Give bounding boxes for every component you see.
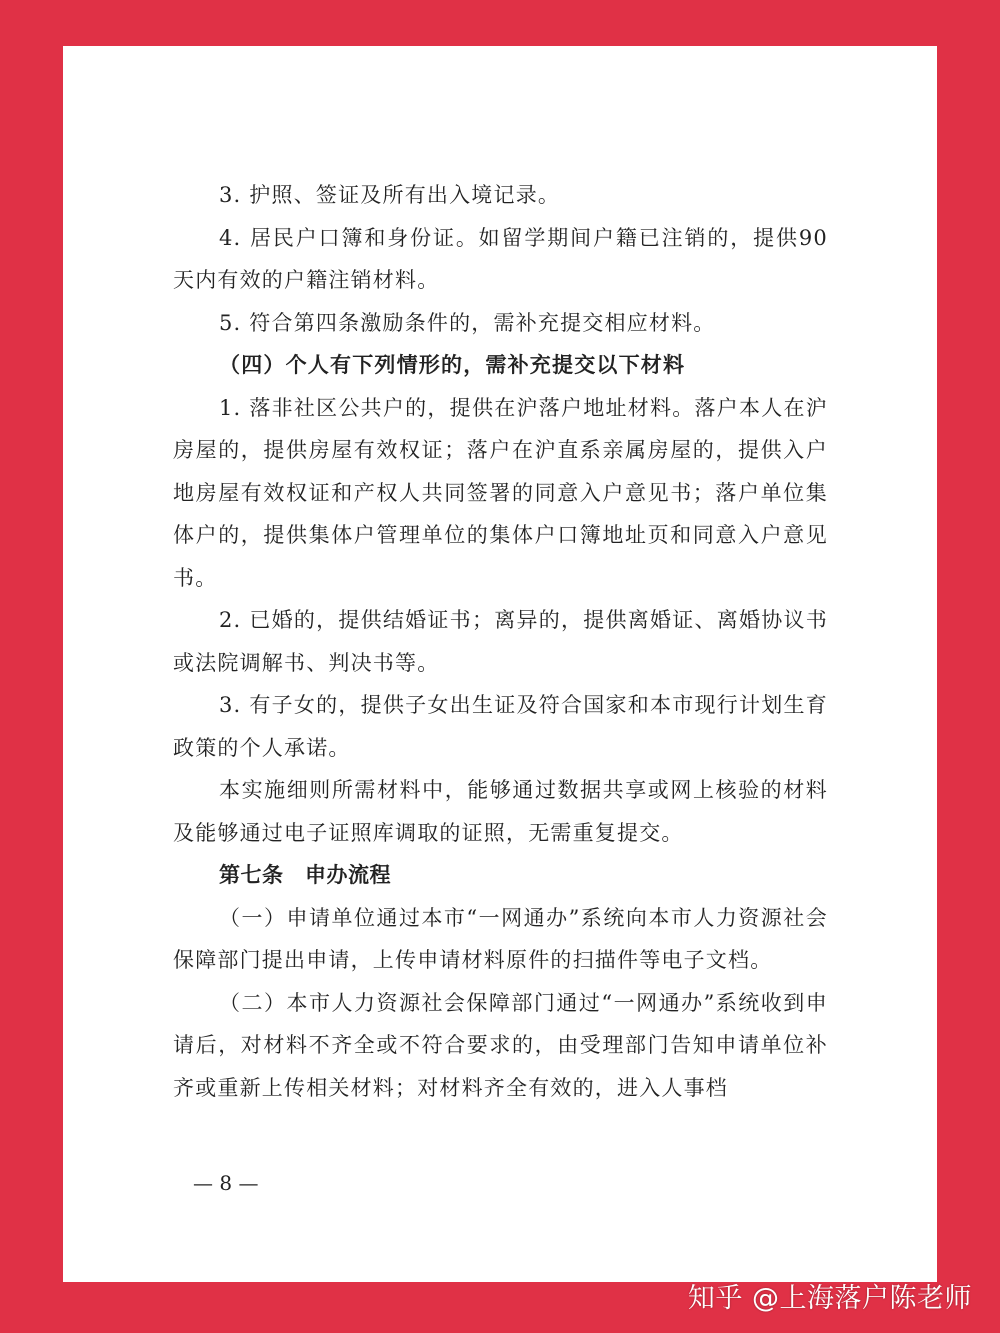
paragraph-item-1-address: 1. 落非社区公共户的，提供在沪落户地址材料。落户本人在沪房屋的，提供房屋有效权证；落户在沪直系亲属房屋的，提供入户地房屋有效权证和产权人共同签署的同意入户意见书；落户单位集体户的，提供集体户管理单位的集体户口簿地址页和同意入户意见书。: [173, 395, 828, 590]
zhihu-watermark: 知乎 @上海落户陈老师: [687, 1283, 972, 1314]
document-body: [173, 174, 828, 1109]
section-heading-four: （四）个人有下列情形的，需补充提交以下材料: [219, 352, 686, 377]
page-number: — 8 —: [193, 1171, 259, 1195]
document-page: [63, 46, 937, 1282]
paragraph-item-3-passport: 3. 护照、签证及所有出入境记录。: [219, 183, 561, 207]
paragraph-item-2-marriage: 2. 已婚的，提供结婚证书；离异的，提供离婚证、离婚协议书或法院调解书、判决书等。: [173, 608, 828, 675]
paragraph-item-4-hukou: 4. 居民户口簿和身份证。如留学期间户籍已注销的，提供90天内有效的户籍注销材料。: [173, 225, 828, 292]
paragraph-item-3-children: 3. 有子女的，提供子女出生证及符合国家和本市现行计划生育政策的个人承诺。: [173, 693, 828, 760]
paragraph-no-resubmit: 本实施细则所需材料中，能够通过数据共享或网上核验的材料及能够通过电子证照库调取的证照，无需重复提交。: [173, 778, 828, 845]
article-seven-heading: 第七条 申办流程: [219, 863, 391, 887]
paragraph-process-one: （一）申请单位通过本市“一网通办”系统向本市人力资源社会保障部门提出申请，上传申请材料原件的扫描件等电子文档。: [173, 905, 828, 972]
paragraph-item-5-incentive: 5. 符合第四条激励条件的，需补充提交相应材料。: [219, 310, 716, 335]
paragraph-process-two: （二）本市人力资源社会保障部门通过“一网通办”系统收到申请后，对材料不齐全或不符合要求的，由受理部门告知申请单位补齐或重新上传相关材料；对材料齐全有效的，进入人事档: [173, 990, 828, 1100]
